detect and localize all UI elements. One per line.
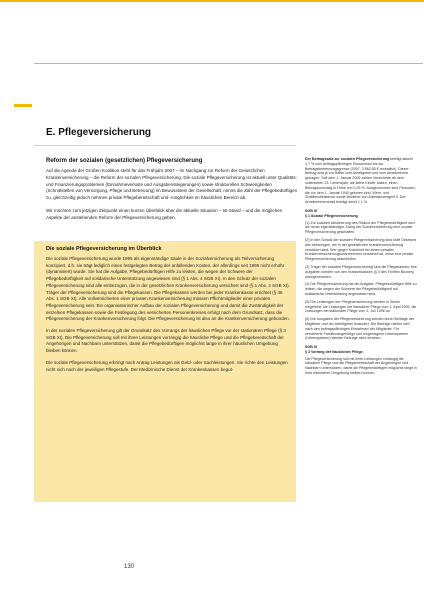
margin-tab-marker <box>14 104 32 107</box>
sidebar-paragraph: (4) Die Pflegeversicherung hat die Aufgabe, Pflegebedürftigen Hilfe zu leisten, die wegen der Schwere der Pflegebedürftigkeit auf solidarische Unterstützung angewiesen sind. <box>305 282 417 296</box>
sidebar-paragraph: Die Pflegeversicherung soll mit ihren Leistungen vorrangig die häusliche Pflege und die Pflegebereitschaft der Angehörigen und Nachbarn unterstützen, damit die Pflegebedürftigen möglichst lange in ihrer häuslichen Umgebung bleiben können. <box>305 356 417 376</box>
sidebar-text: beträgt aktuell 1,7 % vom beitragspflichtigen Einkommen bis zur Beitragsbemessungsgrenze (2007: 3.562,50 € monatlich). Dieser Beitrag wird je zur Hälfte vom Arbeitgeber und vom Arbeitnehmer getragen. Seit dem 1. Januar 2005 zahlen Versicherte ab dem vollendeten 23. Lebensjahr, die keine Kinder haben, einen Beitragszuschlag in Höhe von 0,25 %. Ausgenommen sind Personen, die vor dem 1. Januar 1940 geboren sind, Wehr- und Zivildienstleistende sowie Bezieher von Arbeitslosengeld II. Der Arbeitnehmeranteil beträgt somit 1,1 %. <box>305 157 416 205</box>
sidebar-paragraph: (6) Die Ausgaben der Pflegeversicherung werden durch Beiträge der Mitglieder und der Arbeitgeber finanziert. Die Beiträge richten sich nach den beitragspflichtigen Einnahmen der Mitglieder. Für versicherte Familienangehörige und eingetragene Lebenspartner (Lebenspartner) werden Beiträge nicht erhoben. <box>305 317 415 341</box>
overview-paragraph: Die soziale Pflegeversicherung wurde 1995 als eigenständige Säule in der Sozialversicherung als Teilversicherung konzipiert, d.h. sie trägt lediglich einen festgelegten Betrag der anfallenden Kosten, der allerdings seit 1995 nicht erhöht (dynamisiert) wurde. Sie hat die Aufgabe, Pflegebedürftigen Hilfe zu leisten, die wegen der Schwere der Pflegebedürftigkeit auf solidarische Unterstützung angewiesen sind (§ 1 Abs. 4 SGB XI). In den Schutz der sozialen Pflegeversicherung sind alle einbezogen, die in der gesetzlichen Krankenversicherung versichert sind (§ 1 Abs. 2 SGB XI). Träger der Pflegeversicherung sind die Pflegekassen. Die Pflegekassen werden bei jeder Krankenkasse errichtet (§ 46 Abs. 1 SGB XI). Alle Vollversicherten einer privaten Krankenversicherung müssen Pflichtmitglieder einer privaten Pflegeversicherung sein. Ein organisatorischer Aufbau der sozialen Pflegeversicherung und damit die Zuständigkeit der einzelnen Pflegekassen sowie die Festlegung des versicherten Personenkreises erfolgt nach dem Grundsatz, dass die Pflegeversicherung der Krankenversicherung folgt. Die Pflegeversicherung ist also an die Krankenversicherung gebunden. <box>46 256 290 322</box>
intro-paragraph: Auf die Agenda der Großen Koalition steht für das Frühjahr 2007 – im Nachgang zur Reform der Gesetzlichen Krankenversicherung – die Reform der sozialen Pflegeversicherung. Die soziale Pflegeversicherung ist aktuell unter Qualitäts- und Finanzierungsproblemen (Einnahmeverluste und Ausgabensteigerungen) sowie strukturellen Schwierigkeiten (Schnittstellen von Versorgung, Pflege und Betreuung) im Bewusstsein der Gesellschaft, nimmt die Zahl der Pflegebedürftigen zu, gleichzeitig jedoch nehmen private Pflegebereitschaft und -möglichkeit im häuslichen Bereich ab. <box>46 168 298 201</box>
sidebar-paragraph: (3) Träger der sozialen Pflegeversicherung sind die Pflegekassen; ihre Aufgaben werden von den Krankenkassen (§ 4 des Fünften Buches) wahrgenommen. <box>305 264 417 279</box>
overview-paragraph: In der sozialen Pflegeversicherung gilt der Grundsatz des Vorrangs der häuslichen Pflege vor der stationären Pflege (§ 3 SGB XI). Die Pflegeversicherung soll mit ihren Leistungen vorrangig die häusliche Pflege und die Pflegebereitschaft der Angehörigen und Nachbarn unterstützen, damit die Pflegebedürftigen möglichst lange in ihrer häuslichen Umgebung bleiben können. <box>46 328 286 354</box>
header-rule <box>34 63 423 64</box>
intro-paragraph: Wir möchten zum jetzigen Zeitpunkt einen kurzen Überblick über die aktuelle Situation – Ist-Stand – und die möglichen Aspekte der anstehenden Reform der Pflegeversicherung geben. <box>46 207 283 220</box>
overview-heading: Die soziale Pflegeversicherung im Überblick <box>46 246 162 252</box>
page-number: 130 <box>124 564 135 570</box>
intro-block <box>46 157 298 228</box>
law-reference: SGB XI <box>305 208 318 213</box>
law-reference: SGB XI <box>305 345 318 350</box>
section-title: E. Pflegeversicherung <box>46 127 152 138</box>
law-section-title: § 1 Soziale Pflegeversicherung <box>305 213 358 218</box>
top-accent-bar <box>0 0 424 2</box>
intro-heading: Reform der sozialen (gesetzlichen) Pflegeversicherung <box>46 158 203 164</box>
overview-box <box>34 241 296 502</box>
overview-paragraph: Die soziale Pflegeversicherung erbringt nach Antrag Leistungen als Geld- oder Sachleistungen. Sie richte den Leistungen nicht sich nach der jeweiligen Pflegestufe. Der Medizinische Dienst der Krankenkassen begut- <box>46 359 288 372</box>
sidebar-lead: Der Beitragssatz zur sozialen Pflegeversicherung <box>305 157 390 161</box>
sidebar-paragraph: (1) Zur sozialen Absicherung des Risikos der Pflegebedürftigkeit wird als neuer eigenständiger Zweig der Sozialversicherung eine soziale Pflegeversicherung geschaffen. <box>305 220 415 235</box>
sidebar-paragraph: (5) Die Leistungen der Pflegeversicherung werden in Stufen eingeführt: die Leistungen bei häuslicher Pflege vom 1. April 1995, die Leistungen bei stationärer Pflege vom 1. Juli 1996 an. <box>305 299 417 314</box>
sidebar-column <box>305 157 417 379</box>
sidebar-paragraph: (2) In den Schutz der sozialen Pflegeversicherung sind kraft Gesetzes alle einbezogen, die in der gesetzlichen Krankenversicherung versichert sind. Wer gegen Krankheit bei einem privaten Krankenversicherungsunternehmen versichert ist, muss eine private Pflegeversicherung abschließen. <box>305 237 417 262</box>
section-divider <box>34 145 296 146</box>
law-section-title: § 3 Vorrang der häuslichen Pflege <box>305 349 363 354</box>
sidebar-paragraph <box>305 157 417 205</box>
